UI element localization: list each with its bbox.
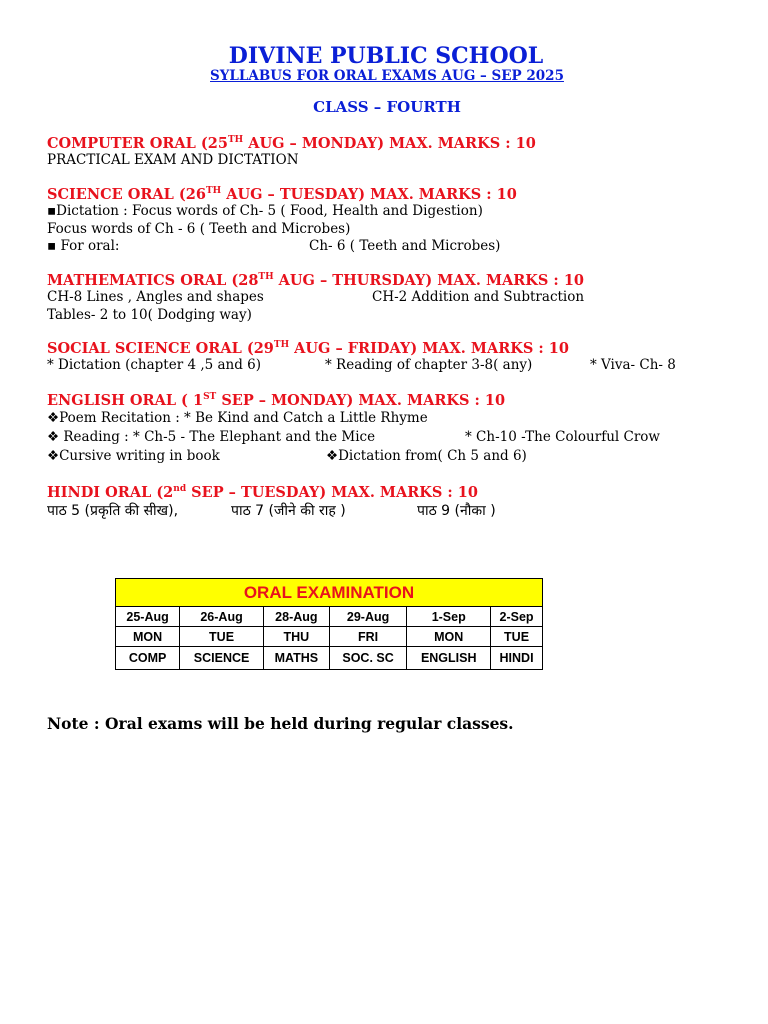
hindi-section bbox=[47, 484, 747, 521]
hindi-line-1: पाठ 5 (प्रकृति की सीख), पाठ 7 (जीने की राह ) पाठ 9 (नौका ) bbox=[47, 503, 496, 519]
table-cell: TUE bbox=[491, 627, 543, 647]
table-row-subjects bbox=[116, 647, 543, 670]
sst-section bbox=[47, 340, 747, 375]
table-cell: THU bbox=[263, 627, 329, 647]
computer-line: PRACTICAL EXAM AND DICTATION bbox=[47, 152, 299, 168]
table-cell: 25-Aug bbox=[116, 607, 180, 627]
table-cell: MATHS bbox=[263, 647, 329, 670]
table-cell: ENGLISH bbox=[407, 647, 491, 670]
science-line-3: ▪ For oral: Ch- 6 ( Teeth and Microbes) bbox=[47, 238, 501, 254]
english-heading: ENGLISH ORAL ( 1ST SEP – MONDAY) MAX. MARKS : 10 bbox=[47, 392, 506, 409]
computer-heading: COMPUTER ORAL (25TH AUG – MONDAY) MAX. MARKS : 10 bbox=[47, 135, 536, 152]
table-cell: 2-Sep bbox=[491, 607, 543, 627]
maths-section bbox=[47, 272, 747, 324]
hindi-heading: HINDI ORAL (2nd SEP – TUESDAY) MAX. MARKS : 10 bbox=[47, 484, 478, 501]
table-row-dates bbox=[116, 607, 543, 627]
school-name: DIVINE PUBLIC SCHOOL bbox=[228, 43, 544, 69]
english-line-2: ❖ Reading : * Ch-5 - The Elephant and the Mice * Ch-10 -The Colourful Crow bbox=[47, 429, 660, 445]
table-cell: 29-Aug bbox=[329, 607, 407, 627]
footer-note: Note : Oral exams will be held during regular classes. bbox=[47, 714, 514, 733]
maths-line-1: CH-8 Lines , Angles and shapes CH-2 Addition and Subtraction bbox=[47, 289, 585, 305]
english-line-1: ❖Poem Recitation : * Be Kind and Catch a Little Rhyme bbox=[47, 410, 428, 426]
table-cell: MON bbox=[407, 627, 491, 647]
sst-line-1: * Dictation (chapter 4 ,5 and 6) * Reading of chapter 3-8( any) * Viva- Ch- 8 bbox=[47, 357, 676, 373]
class-heading: CLASS – FOURTH bbox=[313, 98, 461, 116]
table-caption: ORAL EXAMINATION bbox=[116, 579, 543, 607]
science-section bbox=[47, 186, 747, 256]
table-cell: TUE bbox=[180, 627, 264, 647]
oral-exam-table bbox=[115, 578, 543, 670]
table-cell: 1-Sep bbox=[407, 607, 491, 627]
sst-heading: SOCIAL SCIENCE ORAL (29TH AUG – FRIDAY) MAX. MARKS : 10 bbox=[47, 340, 569, 357]
science-line-1: ▪Dictation : Focus words of Ch- 5 ( Food, Health and Digestion) bbox=[47, 203, 483, 219]
science-line-2: Focus words of Ch - 6 ( Teeth and Microbes) bbox=[47, 220, 351, 237]
table-cell: SOC. SC bbox=[329, 647, 407, 670]
table-cell: 28-Aug bbox=[263, 607, 329, 627]
maths-line-2: Tables- 2 to 10( Dodging way) bbox=[47, 306, 252, 323]
table-cell: SCIENCE bbox=[180, 647, 264, 670]
table-cell: MON bbox=[116, 627, 180, 647]
table-cell: HINDI bbox=[491, 647, 543, 670]
maths-heading: MATHEMATICS ORAL (28TH AUG – THURSDAY) MAX. MARKS : 10 bbox=[47, 272, 584, 289]
english-line-3: ❖Cursive writing in book ❖Dictation from( Ch 5 and 6) bbox=[47, 448, 527, 464]
table-cell: FRI bbox=[329, 627, 407, 647]
syllabus-subtitle: SYLLABUS FOR ORAL EXAMS AUG – SEP 2025 bbox=[210, 68, 564, 84]
table-cell: COMP bbox=[116, 647, 180, 670]
english-section bbox=[47, 392, 747, 466]
computer-section bbox=[47, 135, 747, 170]
table-row-days bbox=[116, 627, 543, 647]
science-heading: SCIENCE ORAL (26TH AUG – TUESDAY) MAX. MARKS : 10 bbox=[47, 186, 517, 203]
table-cell: 26-Aug bbox=[180, 607, 264, 627]
